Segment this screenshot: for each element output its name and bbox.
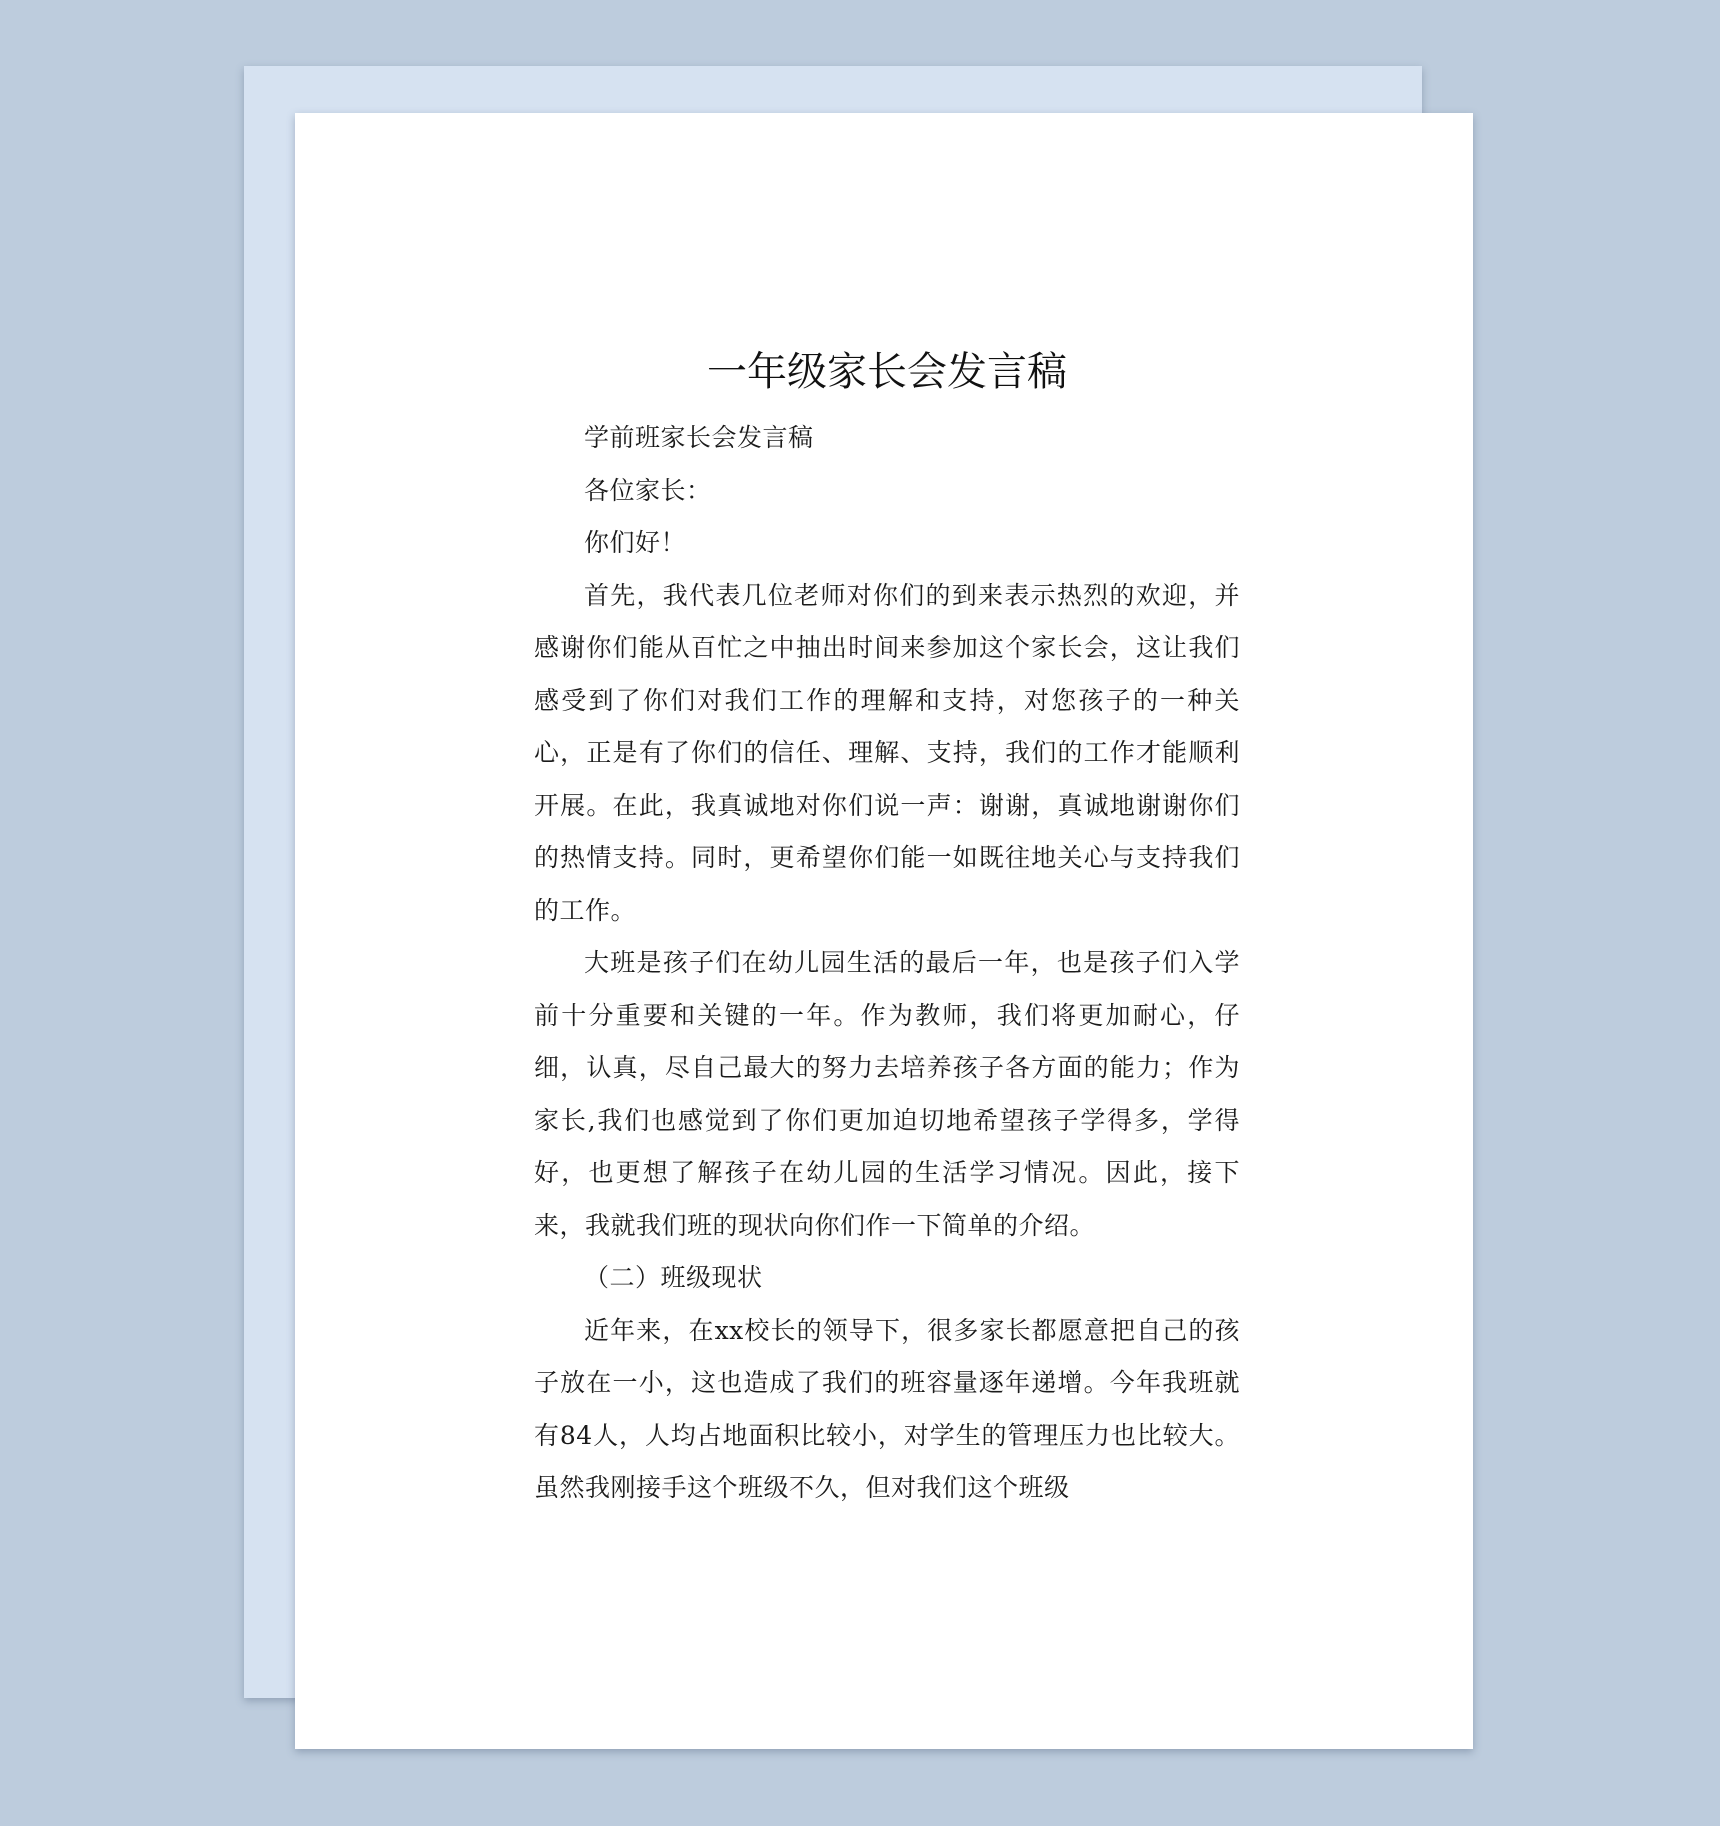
body-paragraph-senior-class: 大班是孩子们在幼儿园生活的最后一年，也是孩子们入学前十分重要和关键的一年。作为教师，我们将更加耐心，仔细，认真，尽自己最大的努力去培养孩子各方面的能力；作为家长,我们也感觉到了你们更加迫切地希望孩子学得多，学得好，也更想了解孩子在幼儿园的生活学习情况。因此，接下来，我就我们班的现状向你们作一下简单的介绍。	[534, 948, 1240, 1240]
greeting-paragraph: 你们好！	[584, 528, 687, 557]
document-title: 一年级家长会发言稿	[707, 349, 1067, 395]
subtitle-paragraph: 学前班家长会发言稿	[584, 423, 814, 452]
section-heading-class-status: （二）班级现状	[584, 1263, 763, 1292]
document-page	[295, 113, 1473, 1749]
body-paragraph-class-status: 近年来，在xx校长的领导下，很多家长都愿意把自己的孩子放在一小，这也造成了我们的班容量逐年递增。今年我班就有84人，人均占地面积比较小，对学生的管理压力也比较大。虽然我刚接手这个班级不久，但对我们这个班级	[534, 1315, 1240, 1502]
body-paragraph-welcome: 首先，我代表几位老师对你们的到来表示热烈的欢迎，并感谢你们能从百忙之中抽出时间来参加这个家长会，这让我们感受到了你们对我们工作的理解和支持，对您孩子的一种关心，正是有了你们的信任、理解、支持，我们的工作才能顺利开展。在此，我真诚地对你们说一声：谢谢，真诚地谢谢你们的热情支持。同时，更希望你们能一如既往地关心与支持我们的工作。	[534, 580, 1240, 925]
document-body	[534, 344, 1240, 1515]
salutation-paragraph: 各位家长：	[584, 475, 712, 505]
